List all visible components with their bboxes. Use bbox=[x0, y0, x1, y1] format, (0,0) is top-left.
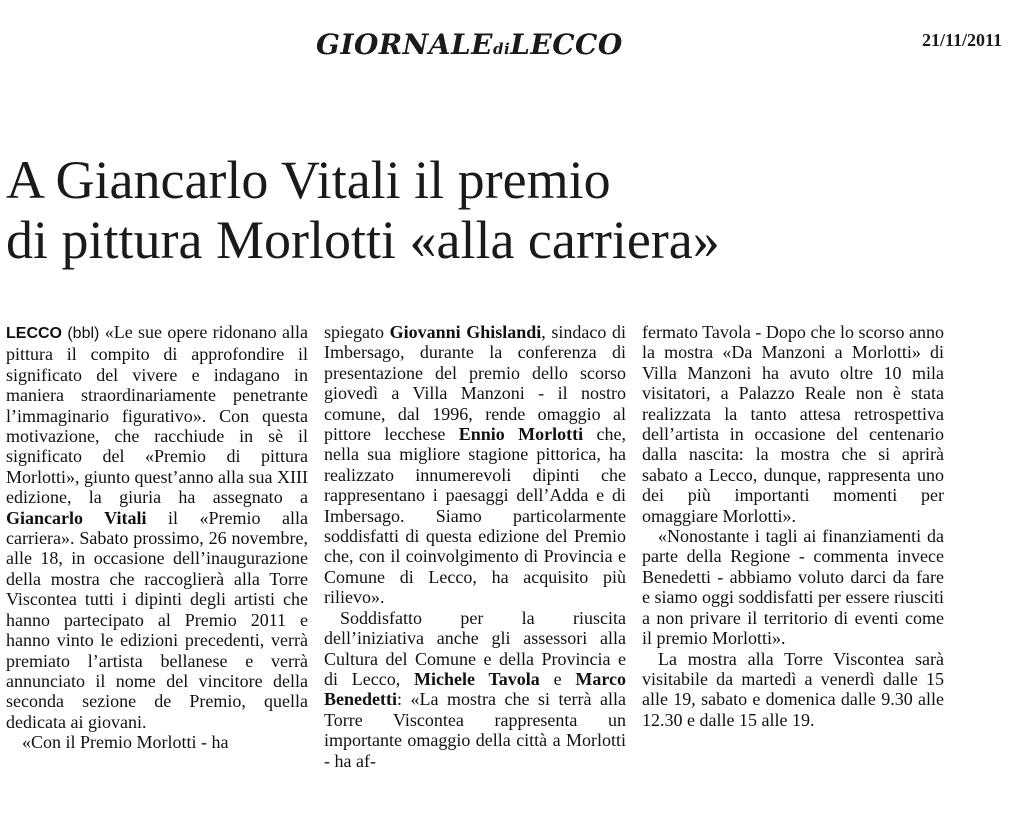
publication-date: 21/11/2011 bbox=[922, 30, 1003, 50]
text-run: spiegato bbox=[324, 322, 384, 342]
text-run: e bbox=[553, 668, 562, 689]
author-initials: (bbl) bbox=[67, 325, 100, 342]
paragraph bbox=[324, 322, 626, 608]
person-name: Marco Benedetti bbox=[324, 668, 626, 710]
article-column-1 bbox=[6, 322, 308, 827]
paragraph bbox=[6, 322, 308, 732]
article-column-2 bbox=[324, 322, 626, 827]
headline-line-2: di pittura Morlotti «alla carriera» bbox=[6, 210, 720, 270]
newspaper-masthead bbox=[316, 28, 623, 61]
person-name: Giancarlo Vitali bbox=[6, 507, 147, 528]
article-column-3 bbox=[642, 322, 944, 827]
paragraph: «Con il Premio Morlotti - ha bbox=[22, 732, 229, 753]
text-run: , sindaco di Imbersago, durante la conferenza di presentazione del premio dello scorso giovedì a Villa Manzoni - il nostro comune, dal 1996, rende omaggio al pittore lecchese bbox=[324, 322, 626, 445]
masthead-giornale: GIORNALE bbox=[316, 28, 494, 61]
masthead-lecco: LECCO bbox=[510, 28, 623, 61]
person-name: Michele Tavola bbox=[414, 668, 540, 689]
text-run: che, nella sua migliore stagione pittorica, ha realizzato innumerevoli dipinti che rappresentano i paesaggi dell’Adda e di Imbersago. Siamo particolarmente soddisfatti di questa edizione del Premio che, con il coinvolgimento di Provincia e Comune di Lecco, ha acquisito più rilievo». bbox=[324, 424, 626, 608]
text-run: : «La mostra che si terrà alla Torre Viscontea rappresenta un importante omaggio della città a Morlotti - ha af- bbox=[324, 689, 626, 771]
text-run: il «Premio alla carriera». Sabato prossimo, 26 novembre, alle 18, in occasione dell’inaugurazione della mostra che raccoglierà alla Torre Viscontea tutti i dipinti degli artisti che hanno partecipato al Premio 2011 e hanno vinto le edizioni precedenti, verrà premiato l’artista bellanese e verrà annunciato il nome del vincitore della seconda sezione de Premio, quella dedicata ai giovani. bbox=[6, 507, 308, 732]
text-run: Soddisfatto per la riuscita dell’iniziativa anche gli assessori alla Cultura del Comune e della Provincia e di Lecco, bbox=[324, 607, 626, 689]
paragraph bbox=[324, 608, 626, 771]
article-headline bbox=[6, 150, 1026, 270]
dateline-location: LECCO bbox=[6, 325, 62, 342]
person-name: Giovanni Ghislandi bbox=[389, 322, 542, 342]
paragraph: La mostra alla Torre Viscontea sarà visitabile da martedì a venerdì dalle 15 alle 19, sabato e domenica dalle 9.30 alle 12.30 e dalle 15 alle 19. bbox=[642, 648, 944, 730]
text-run: «Le sue opere ridonano alla pittura il compito di approfondire il significato del vivere e indagano in maniera straordinariamente penetrante l’immaginario figurativo». Con questa motivazione, che racchiude in sè il significato del «Premio di pittura Morlotti», giunto quest’anno alla sua XIII edizione, la giuria ha assegnato a bbox=[6, 322, 308, 508]
paragraph: fermato Tavola - Dopo che lo scorso anno la mostra «Da Manzoni a Morlotti» di Villa Manzoni ha avuto oltre 10 mila visitatori, a Palazzo Reale non è stata realizzata la tanto attesa retrospettiva dell’artista in occasione del centenario dalla nascita: la mostra che si aprirà sabato a Lecco, dunque, rappresenta uno dei più importanti momenti per omaggiare Morlotti». bbox=[642, 322, 944, 526]
masthead-di: di bbox=[493, 40, 511, 58]
person-name: Ennio Morlotti bbox=[458, 424, 584, 445]
paragraph: «Nonostante i tagli ai finanziamenti da parte della Regione - commenta invece Benedetti - abbiamo voluto darci da fare e siamo oggi soddisfatti per essere riusciti a non privare il territorio di eventi come il premio Morlotti». bbox=[642, 526, 944, 649]
headline-line-1: A Giancarlo Vitali il premio bbox=[6, 150, 611, 210]
